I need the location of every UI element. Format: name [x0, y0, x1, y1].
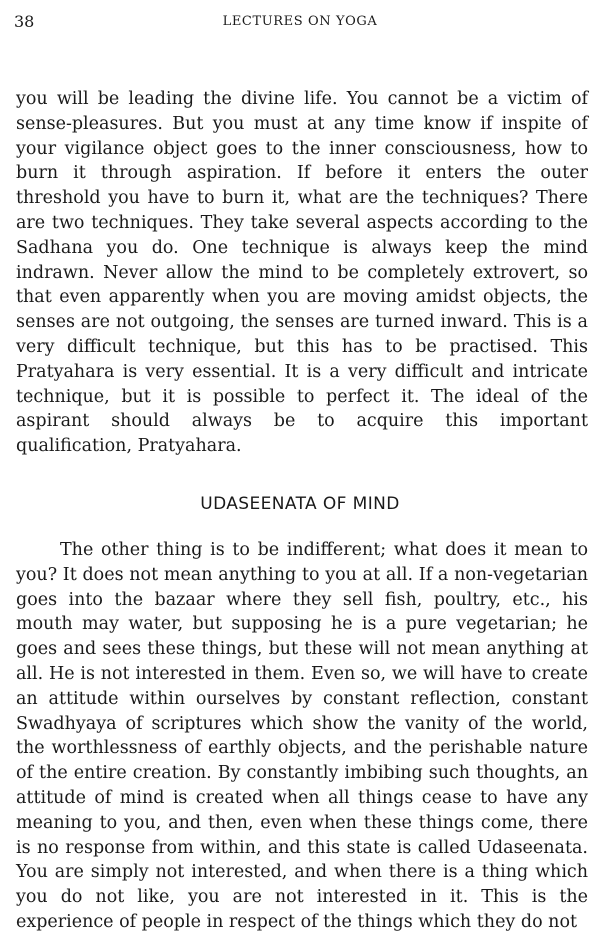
- paragraph-udaseenata: [16, 538, 588, 935]
- paragraph-continuation: [16, 87, 588, 459]
- paragraph-text: you will be leading the divine life. You cannot be a victim of sense-pleasures. But you must at any time know if inspite of your vigilance object goes to the inner consciousness, how to burn it through aspiration. If before it enters the outer threshold you have to burn it, what are the techniques? There are two techniques. They take several aspects according to the Sadhana you do. One technique is always keep the mind indrawn. Never allow the mind to be completely extrovert, so that even apparently when you are moving amidst objects, the senses are not outgoing, the senses are turned inward. This is a very difficult technique, but this has to be practised. This Pratyahara is very essential. It is a very difficult and intricate technique, but it is possible to perfect it. The ideal of the aspirant should always be to acquire this important qualification, Pratyahara.: [16, 89, 588, 457]
- page-number: 38: [14, 12, 35, 31]
- running-title: LECTURES ON YOGA: [222, 14, 378, 29]
- section-heading: UDASEENATA OF MIND: [200, 494, 400, 514]
- paragraph-text: The other thing is to be indifferent; what does it mean to you? It does not mean anything to you at all. If a non-vegetarian goes into the bazaar where they sell fish, poultry, etc., his mouth may water, but supposing he is a pure vegetarian; he goes and sees these things, but these will not mean anything at all. He is not interested in them. Even so, we will have to create an attitude within ourselves by constant reflection, constant Swadhyaya of scriptures which show the vanity of the world, the worthlessness of earthly objects, and the perishable nature of the entire creation. By constantly imbibing such thoughts, an attitude of mind is created when all things cease to have any meaning to you, and then, even when these things come, there is no response from within, and this state is called Udaseenata. You are simply not interested, and when there is a thing which you do not like, you are not interested in it. This is the experience of people in respect of the things which they do not: [16, 540, 588, 932]
